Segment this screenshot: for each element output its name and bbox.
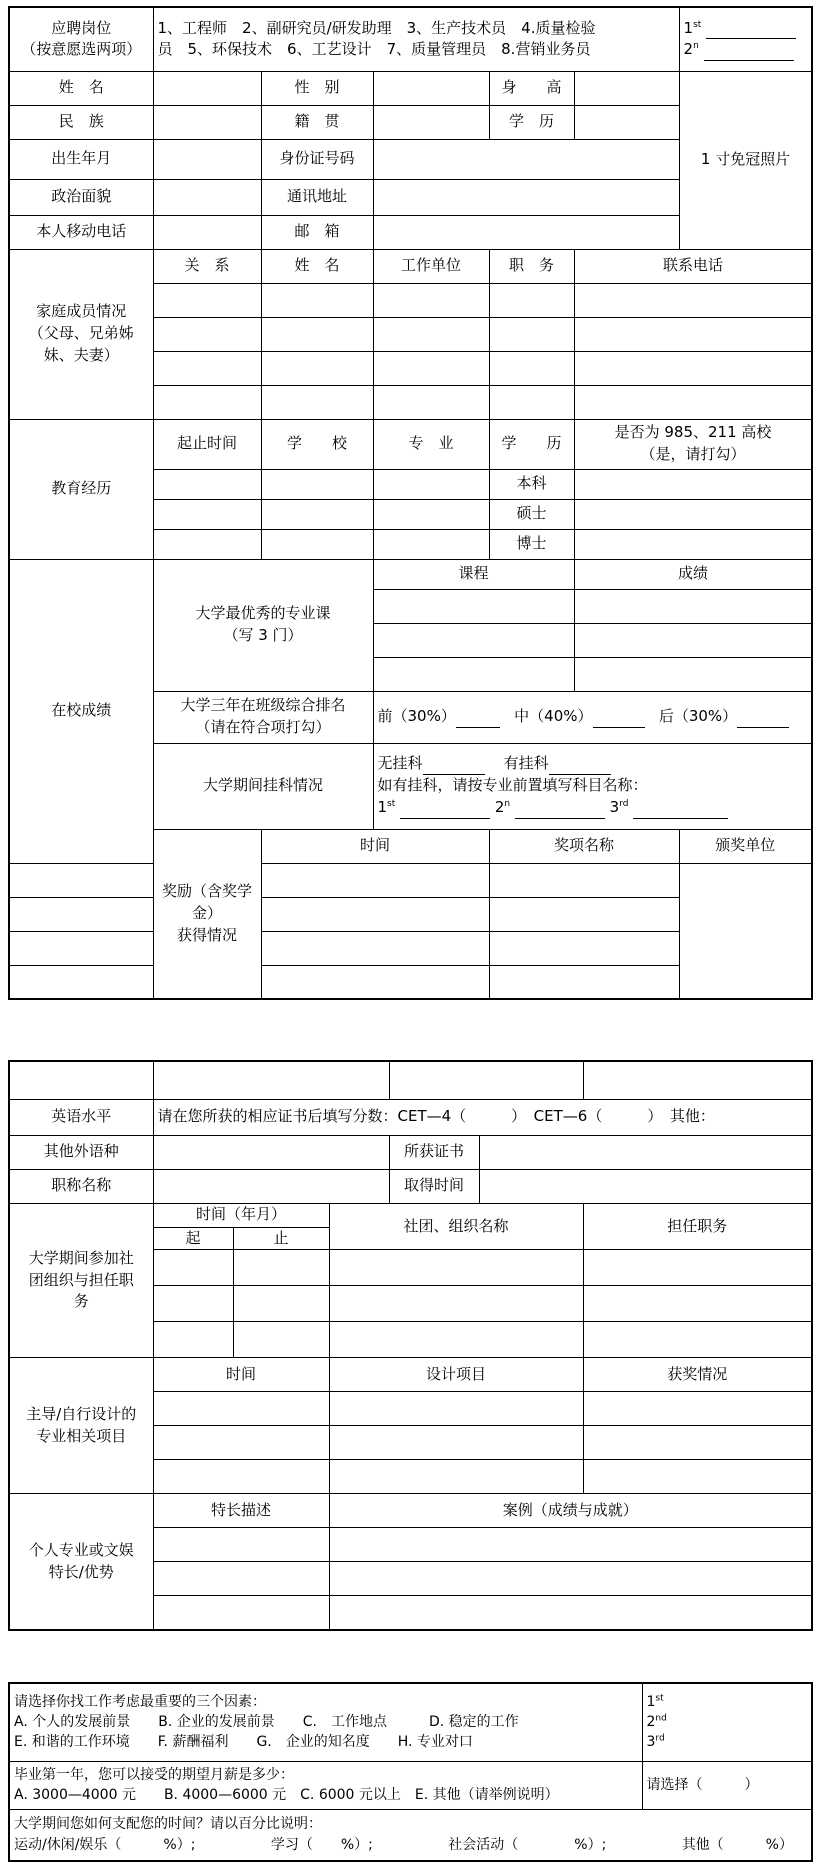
club-cell[interactable] [233, 1286, 329, 1322]
family-cell[interactable] [574, 317, 812, 351]
family-header-employer: 工作单位 [373, 249, 489, 283]
pref1-number: 1 [683, 18, 694, 37]
q3-question: 大学期间您如何支配您的时间？请以百分比说明： [14, 1816, 322, 1833]
award-row [9, 931, 812, 965]
pref2-number: 2 [683, 40, 694, 59]
pref1-sup: st [693, 19, 702, 30]
projects-label-line2: 专业相关项目 [36, 1426, 127, 1445]
family-cell[interactable] [261, 317, 373, 351]
talent-cell[interactable] [329, 1528, 812, 1562]
edu-cell[interactable] [153, 469, 261, 499]
other-lang-label: 其他外语种 [9, 1135, 153, 1169]
q1-cell [9, 1683, 642, 1761]
email-label: 邮 箱 [261, 215, 373, 249]
awards-label-line1: 奖励（含奖学金） [161, 882, 252, 922]
award-cell[interactable] [261, 965, 489, 999]
ethnicity-field[interactable] [153, 105, 261, 139]
height-field[interactable] [574, 71, 679, 105]
club-cell[interactable] [233, 1322, 329, 1358]
fail1-sup: st [387, 798, 396, 809]
award-cell[interactable] [489, 897, 679, 931]
id-number-label: 身份证号码 [261, 139, 373, 179]
pref2-blank[interactable] [704, 44, 794, 61]
rank-bottom[interactable]: 后（30%） [658, 707, 738, 726]
position-sublabel: （按意愿选两项） [21, 40, 142, 59]
title-field[interactable] [153, 1169, 389, 1203]
family-header-name: 姓 名 [261, 249, 373, 283]
club-cell[interactable] [233, 1250, 329, 1286]
q2-question: 毕业第一年，您可以接受的期望月薪是多少： [14, 1766, 294, 1783]
family-cell[interactable] [489, 351, 574, 385]
survey-table [8, 1682, 813, 1862]
fail-details[interactable] [373, 743, 812, 829]
project-cell[interactable] [153, 1392, 329, 1426]
obtain-time-label: 取得时间 [389, 1169, 479, 1203]
native-place-field[interactable] [373, 105, 489, 139]
edu-degree-master: 硕士 [489, 499, 574, 529]
score-cell[interactable] [574, 623, 812, 657]
rank3-sup: rd [655, 1733, 665, 1744]
family-cell[interactable] [153, 351, 261, 385]
gender-label: 性 别 [261, 71, 373, 105]
no-fail-blank[interactable] [423, 758, 485, 775]
family-header-relation: 关 系 [153, 249, 261, 283]
edu-cell[interactable] [261, 529, 373, 559]
q2-select[interactable]: 请选择（ ） [642, 1761, 812, 1809]
award-cell[interactable] [261, 863, 489, 897]
edu-cell[interactable] [153, 499, 261, 529]
edu-985-line2: （是，请打勾） [640, 445, 746, 463]
edu-degree-bachelor: 本科 [489, 469, 574, 499]
address-field[interactable] [373, 179, 679, 215]
course-cell[interactable] [373, 623, 574, 657]
rank1-number: 1 [646, 1693, 656, 1710]
position-label-cell [9, 7, 153, 71]
edu-header-985 [574, 419, 812, 469]
q3-other[interactable]: 其他（ %） [681, 1836, 793, 1853]
survey-form [8, 1682, 811, 1862]
q3-cell [9, 1809, 812, 1861]
club-cell[interactable] [153, 1322, 233, 1358]
award-cell[interactable] [9, 965, 261, 999]
fail-note: 如有挂科，请按专业前置填写科目名称： [377, 776, 648, 795]
talent-cell[interactable] [153, 1596, 329, 1630]
projects-header-time: 时间 [153, 1358, 329, 1392]
family-cell[interactable] [153, 385, 261, 419]
rank-label [153, 691, 373, 743]
continuation-cell[interactable] [9, 1061, 153, 1099]
talent-cell[interactable] [153, 1562, 329, 1596]
q3-sports[interactable]: 运动/休闲/娱乐（ %）; [14, 1836, 196, 1853]
family-cell[interactable] [373, 385, 489, 419]
club-cell[interactable] [153, 1250, 233, 1286]
edu-985-check[interactable] [574, 529, 812, 559]
birth-label: 出生年月 [9, 139, 153, 179]
award-cell[interactable] [261, 931, 489, 965]
club-cell[interactable] [329, 1250, 583, 1286]
clubs-label [9, 1203, 153, 1358]
family-cell[interactable] [489, 317, 574, 351]
fail1-blank[interactable] [400, 802, 490, 819]
score-header: 成绩 [574, 559, 812, 589]
rank2-sup: nd [655, 1713, 667, 1724]
edu-header-major: 专 业 [373, 419, 489, 469]
fail2-number: 2 [494, 797, 505, 816]
application-form-part2 [8, 1060, 811, 1631]
rank-bottom-blank[interactable] [737, 711, 789, 728]
awards-header-time: 时间 [261, 829, 489, 863]
native-place-label: 籍 贯 [261, 105, 373, 139]
family-cell[interactable] [373, 317, 489, 351]
clubs-role-header: 担任职务 [583, 1203, 812, 1250]
award-row [9, 965, 812, 999]
rank3-number: 3 [646, 1734, 656, 1751]
family-cell[interactable] [373, 351, 489, 385]
club-cell[interactable] [329, 1322, 583, 1358]
clubs-time-header: 时间（年月） [153, 1203, 329, 1227]
club-cell[interactable] [329, 1286, 583, 1322]
clubs-org-header: 社团、组织名称 [329, 1203, 583, 1250]
edu-cell[interactable] [261, 469, 373, 499]
projects-label [9, 1358, 153, 1494]
family-cell[interactable] [153, 317, 261, 351]
education-field[interactable] [574, 105, 679, 139]
award-cell[interactable] [261, 897, 489, 931]
family-label-line2: （父母、兄弟姊 [28, 324, 134, 343]
mobile-field[interactable] [153, 215, 261, 249]
position-options[interactable] [153, 7, 679, 71]
family-cell[interactable] [489, 283, 574, 317]
email-field[interactable] [373, 215, 679, 249]
project-cell[interactable] [583, 1460, 812, 1494]
family-cell[interactable] [574, 385, 812, 419]
family-cell[interactable] [261, 283, 373, 317]
club-cell[interactable] [583, 1286, 812, 1322]
rank-mid[interactable]: 中（40%） [514, 707, 593, 726]
clubs-label-line3: 务 [73, 1292, 89, 1311]
q1-options-line2: E. 和谐的工作环境 F. 薪酬福利 G. 企业的知名度 H. 专业对口 [14, 1734, 473, 1751]
score-cell[interactable] [574, 657, 812, 691]
clubs-start-header: 起 [153, 1227, 233, 1250]
obtain-time-field[interactable] [479, 1169, 812, 1203]
continuation-cell[interactable] [153, 1061, 389, 1099]
application-table-2 [8, 1060, 813, 1631]
education-label: 学 历 [489, 105, 574, 139]
score-cell[interactable] [574, 589, 812, 623]
course-cell[interactable] [373, 589, 574, 623]
position-label: 应聘岗位 [51, 18, 112, 37]
english-desc[interactable]: 请在您所获的相应证书后填写分数：CET—4（ ） CET—6（ ） 其他： [153, 1099, 812, 1135]
projects-label-line1: 主导/自行设计的 [26, 1405, 137, 1423]
edu-degree-phd: 博士 [489, 529, 574, 559]
edu-cell[interactable] [153, 529, 261, 559]
rank-label-line1: 大学三年在班级综合排名 [180, 696, 346, 715]
position-preference-cell[interactable] [679, 7, 812, 71]
club-cell[interactable] [583, 1250, 812, 1286]
clubs-label-line1: 大学期间参加社 [28, 1248, 134, 1267]
award-cell[interactable] [489, 863, 679, 897]
title-label: 职称名称 [9, 1169, 153, 1203]
family-label-cell [9, 249, 153, 419]
q2-options: A. 3000—4000 元 B. 4000—6000 元 C. 6000 元以上 E. 其他（请举例说明） [14, 1787, 559, 1803]
awards-label-line2: 获得情况 [176, 925, 237, 944]
pref2-sup: n [693, 41, 699, 52]
q1-rank-cell[interactable] [642, 1683, 812, 1761]
edu-cell[interactable] [373, 469, 489, 499]
application-table-1 [8, 6, 813, 1000]
edu-cell[interactable] [261, 499, 373, 529]
award-row [9, 897, 812, 931]
talent-cell[interactable] [153, 1528, 329, 1562]
course-cell[interactable] [373, 657, 574, 691]
talent-cell[interactable] [329, 1562, 812, 1596]
pref1-blank[interactable] [706, 22, 796, 39]
projects-header-project: 设计项目 [329, 1358, 583, 1392]
address-label: 通讯地址 [261, 179, 373, 215]
height-label: 身 高 [489, 71, 574, 105]
cert-field[interactable] [479, 1135, 812, 1169]
best-courses-line1: 大学最优秀的专业课 [195, 604, 331, 623]
rank-top-blank[interactable] [456, 711, 500, 728]
rank-options[interactable] [373, 691, 812, 743]
family-header-phone: 联系电话 [574, 249, 812, 283]
fail3-sup: rd [619, 798, 629, 809]
fail2-blank[interactable] [515, 802, 605, 819]
project-cell[interactable] [583, 1426, 812, 1460]
talents-header-desc: 特长描述 [153, 1494, 329, 1528]
has-fail-option[interactable]: 有挂科 [503, 754, 549, 773]
project-cell[interactable] [329, 1426, 583, 1460]
course-header: 课程 [373, 559, 574, 589]
edu-header-school: 学 校 [261, 419, 373, 469]
continuation-row [9, 1061, 812, 1099]
family-cell[interactable] [489, 385, 574, 419]
family-cell[interactable] [574, 351, 812, 385]
fail3-number: 3 [609, 797, 620, 816]
political-field[interactable] [153, 179, 261, 215]
project-cell[interactable] [329, 1392, 583, 1426]
edu-985-line1: 是否为 985、211 高校 [614, 423, 772, 442]
q1-options-line1: A. 个人的发展前景 B. 企业的发展前景 C. 工作地点 D. 稳定的工作 [14, 1714, 519, 1731]
award-cell[interactable] [489, 931, 679, 965]
project-cell[interactable] [153, 1426, 329, 1460]
rank2-number: 2 [646, 1714, 656, 1731]
club-cell[interactable] [583, 1322, 812, 1358]
family-cell[interactable] [153, 283, 261, 317]
project-cell[interactable] [329, 1460, 583, 1494]
edu-cell[interactable] [373, 499, 489, 529]
ethnicity-label: 民 族 [9, 105, 153, 139]
project-cell[interactable] [583, 1392, 812, 1426]
clubs-label-line2: 团组织与担任职 [28, 1270, 134, 1289]
no-fail-option[interactable]: 无挂科 [377, 754, 423, 773]
mobile-label: 本人移动电话 [9, 215, 153, 249]
photo-label: 1 寸免冠照片 [700, 150, 791, 169]
grades-label: 在校成绩 [9, 559, 153, 863]
award-row [9, 863, 812, 897]
family-cell[interactable] [261, 385, 373, 419]
photo-box[interactable] [679, 71, 812, 249]
rank1-sup: st [655, 1693, 664, 1704]
projects-header-award: 获奖情况 [583, 1358, 812, 1392]
edu-cell[interactable] [373, 529, 489, 559]
gender-field[interactable] [373, 71, 489, 105]
q3-social[interactable]: 社会活动（ %）; [448, 1836, 607, 1853]
q1-question: 请选择你找工作考虑最重要的三个因素： [14, 1693, 266, 1710]
position-options-line2: 员 5、环保技术 6、工艺设计 7、质量管理员 8.营销业务员 [157, 40, 591, 59]
talents-label-line2: 特长/优势 [48, 1562, 114, 1581]
talents-label [9, 1494, 153, 1630]
talents-header-case: 案例（成绩与成就） [329, 1494, 812, 1528]
family-cell[interactable] [373, 283, 489, 317]
name-label: 姓 名 [9, 71, 153, 105]
other-lang-field[interactable] [153, 1135, 389, 1169]
birth-field[interactable] [153, 139, 261, 179]
awards-header-name: 奖项名称 [489, 829, 679, 863]
family-label-line3: 妹、夫妻） [43, 345, 119, 364]
rank-top[interactable]: 前（30%） [377, 707, 456, 726]
edu-header-time: 起止时间 [153, 419, 261, 469]
edu-985-check[interactable] [574, 499, 812, 529]
has-fail-blank[interactable] [549, 758, 611, 775]
project-cell[interactable] [153, 1460, 329, 1494]
edu-header-degree: 学 历 [489, 419, 574, 469]
family-label-line1: 家庭成员情况 [36, 302, 127, 321]
family-header-position: 职 务 [489, 249, 574, 283]
best-courses-line2: （写 3 门） [223, 626, 303, 644]
continuation-cell[interactable] [583, 1061, 812, 1099]
continuation-cell[interactable] [389, 1061, 583, 1099]
political-label: 政治面貌 [9, 179, 153, 215]
name-field[interactable] [153, 71, 261, 105]
rank-mid-blank[interactable] [593, 711, 645, 728]
fail-label: 大学期间挂科情况 [153, 743, 373, 829]
awards-header-issuer: 颁奖单位 [679, 829, 812, 863]
application-form-part1 [8, 6, 811, 1000]
q2-cell [9, 1761, 642, 1809]
q3-study[interactable]: 学习（ %）; [270, 1836, 373, 1853]
rank-label-line2: （请在符合项打勾） [195, 718, 331, 736]
talent-cell[interactable] [329, 1596, 812, 1630]
award-cell[interactable] [489, 965, 679, 999]
fail3-blank[interactable] [633, 802, 728, 819]
fail1-number: 1 [377, 797, 388, 816]
english-label: 英语水平 [9, 1099, 153, 1135]
clubs-end-header: 止 [233, 1227, 329, 1250]
cert-label: 所获证书 [389, 1135, 479, 1169]
club-cell[interactable] [153, 1286, 233, 1322]
edu-985-check[interactable] [574, 469, 812, 499]
fail2-sup: n [504, 798, 511, 809]
id-number-field[interactable] [373, 139, 679, 179]
family-cell[interactable] [261, 351, 373, 385]
position-options-line1: 1、工程师 2、副研究员/研发助理 3、生产技术员 4.质量检验 [157, 18, 596, 37]
best-courses-label [153, 559, 373, 691]
family-cell[interactable] [574, 283, 812, 317]
edu-label: 教育经历 [9, 419, 153, 559]
talents-label-line1: 个人专业或文娱 [28, 1540, 134, 1559]
